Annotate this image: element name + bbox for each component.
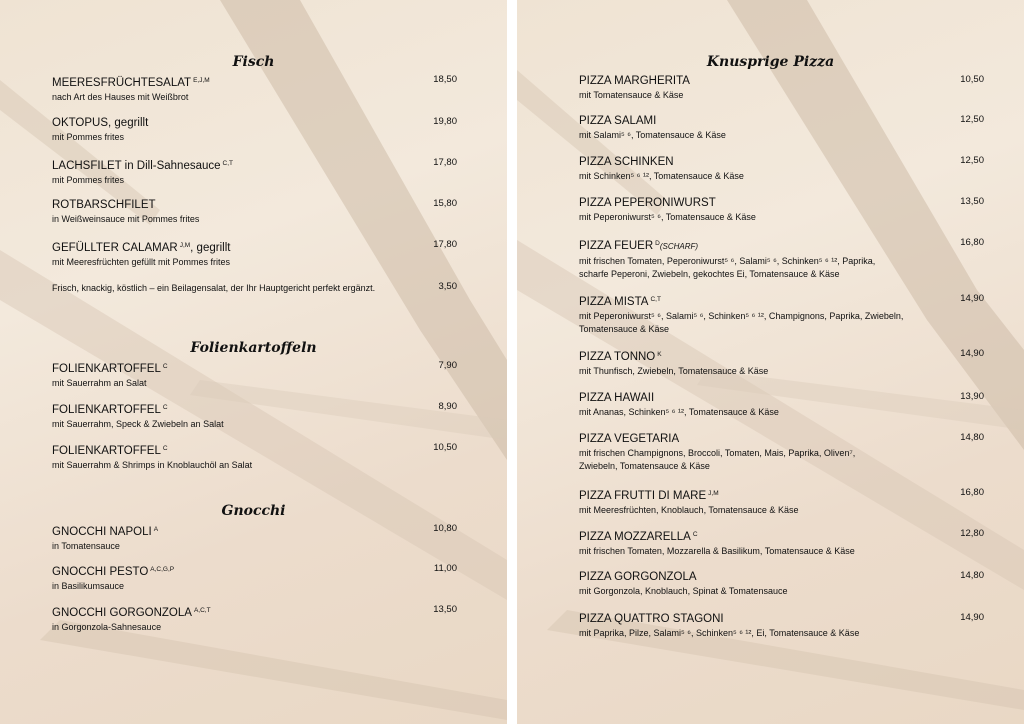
item-price: 11,00 (433, 563, 457, 574)
allergen-codes: A (153, 526, 159, 533)
menu-item (579, 391, 984, 419)
item-price: 10,50 (433, 442, 457, 453)
item-name: GNOCCHI NAPOLI (52, 526, 152, 538)
menu-item-side-salad (52, 281, 457, 295)
item-description: in Basilikumsauce (52, 581, 125, 591)
item-description: mit frischen Tomaten, Mozzarella & Basilikum, Tomatensauce & Käse (579, 546, 855, 556)
menu-item (579, 74, 984, 102)
item-description: mit Pommes frites (52, 175, 125, 185)
item-name: PIZZA MOZZARELLA (579, 531, 691, 543)
item-price: 10,50 (960, 74, 984, 85)
item-price: 13,90 (960, 391, 984, 402)
item-name: PIZZA MARGHERITA (579, 75, 690, 87)
item-price: 8,90 (438, 401, 457, 412)
item-description: mit Peperoniwurst⁵ ⁶, Salami⁵ ⁶, Schinken⁵ ⁶ ¹², Champignons, Paprika, Zwiebeln, (579, 311, 904, 321)
item-name-suffix: , gegrillt (190, 242, 231, 254)
allergen-codes: C (162, 445, 168, 452)
allergen-codes: C,T (222, 160, 234, 167)
allergen-codes: C (692, 531, 698, 538)
item-price: 13,50 (960, 196, 984, 207)
menu-item (579, 432, 984, 473)
item-description: in Weißweinsauce mit Pommes frites (52, 214, 200, 224)
item-price: 3,50 (438, 281, 457, 292)
item-name: PIZZA SCHINKEN (579, 156, 674, 168)
menu-item (52, 239, 457, 269)
item-name: MEERESFRÜCHTESALAT (52, 77, 192, 89)
item-name: FOLIENKARTOFFEL (52, 404, 161, 416)
menu-item (579, 114, 984, 142)
item-price: 13,50 (433, 604, 457, 615)
allergen-codes: E,J,M (193, 77, 210, 84)
menu-item (52, 157, 457, 187)
item-description: mit Paprika, Pilze, Salami⁵ ⁶, Schinken⁵ ⁶ ¹², Ei, Tomatensauce & Käse (579, 628, 860, 638)
item-name: PIZZA VEGETARIA (579, 433, 680, 445)
allergen-codes: A,C,T (193, 607, 211, 614)
menu-item (52, 116, 457, 144)
item-price: 17,80 (433, 157, 457, 168)
menu-item (52, 360, 457, 390)
item-description: mit frischen Champignons, Broccoli, Tomaten, Mais, Paprika, Oliven⁷, (579, 448, 856, 458)
item-name: PIZZA FEUER (579, 240, 654, 252)
menu-item (52, 523, 457, 553)
item-name: PIZZA MISTA (579, 296, 649, 308)
item-price: 10,80 (433, 523, 457, 534)
menu-page-left (0, 0, 507, 724)
item-name: OKTOPUS, gegrillt (52, 117, 149, 129)
item-description: nach Art des Hauses mit Weißbrot (52, 92, 189, 102)
section-title-folienkartoffeln: Folienkartoffeln (190, 340, 317, 356)
item-price: 16,80 (960, 237, 984, 248)
item-description: mit Gorgonzola, Knoblauch, Spinat & Tomatensauce (579, 586, 788, 596)
item-description: in Tomatensauce (52, 541, 120, 551)
item-description: mit Salami⁵ ⁶, Tomatensauce & Käse (579, 130, 726, 140)
menu-item (52, 401, 457, 431)
item-price: 12,50 (960, 114, 984, 125)
item-description: mit Tomatensauce & Käse (579, 90, 684, 100)
menu-item (579, 348, 984, 378)
item-name: PIZZA SALAMI (579, 115, 657, 127)
item-description: mit Meeresfrüchten, Knoblauch, Tomatensauce & Käse (579, 505, 799, 515)
menu-item (579, 155, 984, 183)
section-title-pizza: Knusprige Pizza (706, 54, 835, 70)
spicy-label: (SCHARF) (659, 242, 699, 251)
item-price: 17,80 (433, 239, 457, 250)
allergen-codes: D (655, 240, 660, 247)
menu-item (52, 604, 457, 634)
section-title-fisch: Fisch (232, 54, 275, 70)
allergen-codes: A,C,G,P (150, 566, 175, 573)
item-price: 12,50 (960, 155, 984, 166)
item-description: mit Schinken⁵ ⁶ ¹², Tomatensauce & Käse (579, 171, 744, 181)
item-name: FOLIENKARTOFFEL (52, 363, 161, 375)
item-description: Frisch, knackig, köstlich – ein Beilagensalat, der Ihr Hauptgericht perfekt ergänzt. (52, 283, 376, 293)
item-name: PIZZA HAWAII (579, 392, 655, 404)
item-description: mit Meeresfrüchten gefüllt mit Pommes frites (52, 257, 231, 267)
item-name: PIZZA TONNO (579, 351, 656, 363)
menu-item (579, 612, 984, 640)
item-price: 12,80 (960, 528, 984, 539)
item-description: mit Ananas, Schinken⁵ ⁶ ¹², Tomatensauce & Käse (579, 407, 779, 417)
item-name: ROTBARSCHFILET (52, 199, 156, 211)
menu-item (52, 442, 457, 472)
allergen-codes: K (657, 351, 662, 358)
item-price: 14,90 (960, 612, 984, 623)
item-name: PIZZA FRUTTI DI MARE (579, 490, 707, 502)
item-description: mit Sauerrahm an Salat (52, 378, 147, 388)
item-description-line2: scharfe Peperoni, Zwiebeln, gekochtes Ei, Tomatensauce & Käse (579, 269, 840, 279)
item-name: GNOCCHI GORGONZOLA (52, 607, 192, 619)
item-price: 19,80 (433, 116, 457, 127)
allergen-codes: C (162, 404, 168, 411)
item-price: 14,80 (960, 570, 984, 581)
allergen-codes: C (162, 363, 168, 370)
item-name: LACHSFILET in Dill-Sahnesauce (52, 160, 221, 172)
allergen-codes: C,T (650, 296, 661, 303)
item-name: PIZZA PEPERONIWURST (579, 197, 716, 209)
item-description: mit Pommes frites (52, 132, 125, 142)
menu-item (579, 528, 984, 558)
item-description-line2: Tomatensauce & Käse (579, 324, 670, 334)
allergen-codes: J,M (179, 242, 191, 249)
item-name: PIZZA QUATTRO STAGONI (579, 613, 724, 625)
item-name: GNOCCHI PESTO (52, 566, 149, 578)
item-name: FOLIENKARTOFFEL (52, 445, 161, 457)
item-price: 15,80 (433, 198, 457, 209)
item-name: PIZZA GORGONZOLA (579, 571, 697, 583)
item-price: 7,90 (438, 360, 457, 371)
item-description: mit Thunfisch, Zwiebeln, Tomatensauce & Käse (579, 366, 769, 376)
menu-item (52, 198, 457, 226)
item-price: 14,90 (960, 293, 984, 304)
item-description: mit Peperoniwurst⁵ ⁶, Tomatensauce & Käse (579, 212, 756, 222)
item-name: GEFÜLLTER CALAMAR (52, 242, 178, 254)
item-price: 14,90 (960, 348, 984, 359)
menu-item (579, 196, 984, 224)
item-description: in Gorgonzola-Sahnesauce (52, 622, 162, 632)
menu-item (52, 563, 457, 593)
menu-item (579, 293, 984, 336)
section-title-gnocchi: Gnocchi (221, 503, 286, 519)
item-price: 16,80 (960, 487, 984, 498)
menu-item (579, 570, 984, 598)
allergen-codes: J,M (708, 490, 719, 497)
menu-item (579, 237, 984, 281)
item-price: 18,50 (433, 74, 457, 85)
item-description: mit Sauerrahm, Speck & Zwiebeln an Salat (52, 419, 224, 429)
menu-page-right (517, 0, 1024, 724)
menu-item (52, 74, 457, 104)
item-description-line2: Zwiebeln, Tomatensauce & Käse (579, 461, 710, 471)
item-description: mit Sauerrahm & Shrimps in Knoblauchöl an Salat (52, 460, 253, 470)
item-description: mit frischen Tomaten, Peperoniwurst⁵ ⁶, Salami⁵ ⁶, Schinken⁵ ⁶ ¹², Paprika, (579, 256, 876, 266)
menu-item (579, 487, 984, 517)
item-price: 14,80 (960, 432, 984, 443)
